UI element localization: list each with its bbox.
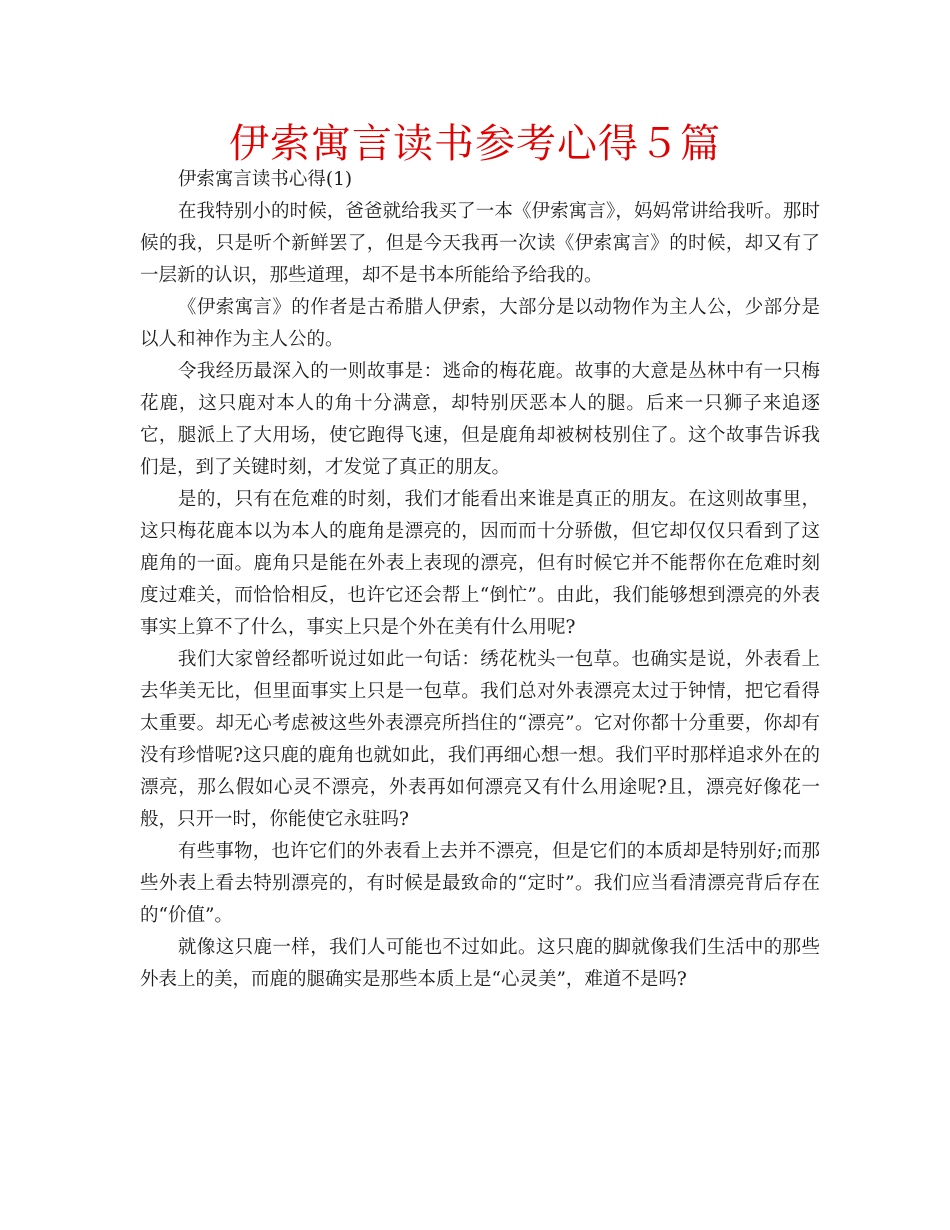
paragraph-1: 在我特别小的时候，爸爸就给我买了一本《伊索寓言》，妈妈常讲给我听。那时候的我，只是听个新鲜罢了，但是今天我再一次读《伊索寓言》的时候，却又有了一层新的认识，那些道理，却不是书本所能给予给我的。 [140, 201, 820, 286]
section-heading: 伊索寓言读书心得(1) [177, 169, 353, 190]
document-body [140, 164, 820, 996]
paragraph-3: 令我经历最深入的一则故事是：逃命的梅花鹿。故事的大意是丛林中有一只梅花鹿，这只鹿对本人的角十分满意，却特别厌恶本人的腿。后来一只狮子来追逐它，腿派上了大用场，使它跑得飞速，但是鹿角却被树枝别住了。这个故事告诉我们是，到了关键时刻，才发觉了真正的朋友。 [140, 361, 820, 478]
page-title: 伊索寓言读书参考心得５篇 [229, 121, 721, 167]
paragraph-4: 是的，只有在危难的时刻，我们才能看出来谁是真正的朋友。在这则故事里，这只梅花鹿本以为本人的鹿角是漂亮的，因而而十分骄傲，但它却仅仅只看到了这鹿角的一面。鹿角只是能在外表上表现的漂亮，但有时候它并不能帮你在危难时刻度过难关，而恰恰相反，也许它还会帮上“倒忙”。由此，我们能够想到漂亮的外表事实上算不了什么，事实上只是个外在美有什么用呢? [140, 489, 820, 638]
paragraph-2: 《伊索寓言》的作者是古希腊人伊索，大部分是以动物作为主人公，少部分是以人和神作为主人公的。 [140, 297, 820, 350]
paragraph-6: 有些事物，也许它们的外表看上去并不漂亮，但是它们的本质却是特别好;而那些外表上看去特别漂亮的，有时候是最致命的“定时”。我们应当看清漂亮背后存在的“价值”。 [140, 841, 820, 926]
paragraph-7: 就像这只鹿一样，我们人可能也不过如此。这只鹿的脚就像我们生活中的那些外表上的美，而鹿的腿确实是那些本质上是“心灵美”，难道不是吗? [140, 937, 820, 990]
paragraph-5: 我们大家曾经都听说过如此一句话：绣花枕头一包草。也确实是说，外表看上去华美无比，但里面事实上只是一包草。我们总对外表漂亮太过于钟情，把它看得太重要。却无心考虑被这些外表漂亮所挡住的“漂亮”。它对你都十分重要，你却有没有珍惜呢?这只鹿的鹿角也就如此，我们再细心想一想。我们平时那样追求外在的漂亮，那么假如心灵不漂亮，外表再如何漂亮又有什么用途呢?且，漂亮好像花一般，只开一时，你能使它永驻吗? [140, 649, 820, 830]
